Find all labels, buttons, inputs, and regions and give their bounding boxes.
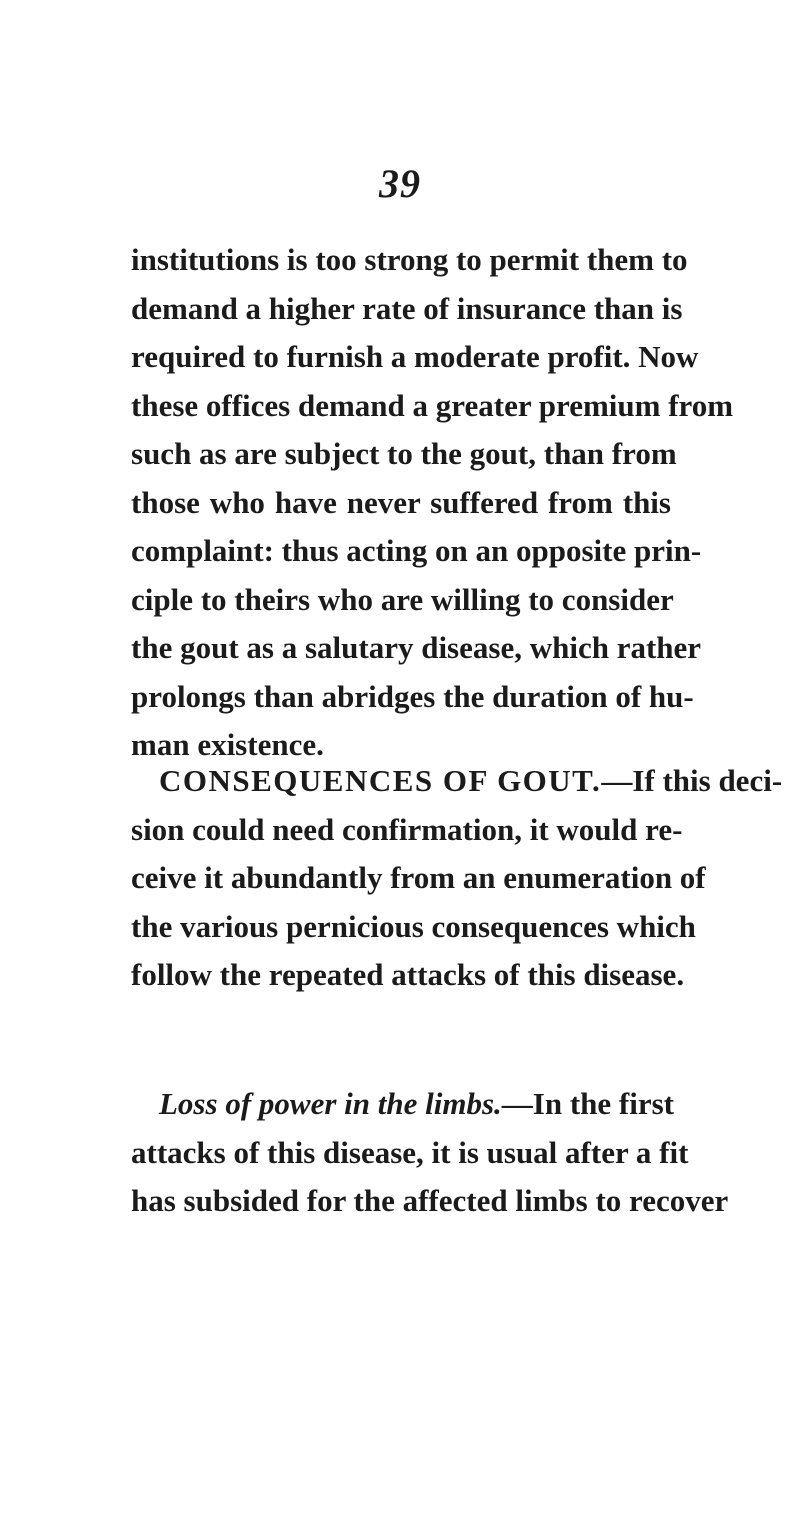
text-line: demand a higher rate of insurance than is bbox=[131, 290, 683, 326]
heading-continuation: —If this deci- bbox=[601, 763, 783, 798]
text-line: attacks of this disease, it is usual after a fit bbox=[131, 1134, 689, 1170]
text-line: sion could need confirmation, it would re- bbox=[131, 811, 683, 847]
text-line: ceive it abundantly from an enumeration of bbox=[131, 860, 706, 895]
text-line: has subsided for the affected limbs to recover bbox=[131, 1183, 729, 1218]
section-heading: Loss of power in the limbs. bbox=[159, 1086, 502, 1121]
text-line: the various pernicious consequences which bbox=[131, 908, 696, 944]
text-line: prolongs than abridges the duration of hu- bbox=[131, 678, 694, 714]
paragraph-loss-of-power bbox=[131, 1080, 729, 1226]
section-heading: CONSEQUENCES OF GOUT. bbox=[159, 763, 602, 798]
paragraph-first-line bbox=[131, 757, 783, 806]
text-line: institutions is too strong to permit them to bbox=[131, 242, 688, 277]
text-line: such as are subject to the gout, than from bbox=[131, 436, 677, 471]
heading-continuation: —In the first bbox=[501, 1086, 674, 1121]
text-line: these offices demand a greater premium from bbox=[131, 387, 734, 423]
text-line: ciple to theirs who are willing to consider bbox=[131, 581, 674, 617]
text-line: man existence. bbox=[131, 727, 324, 762]
text-line: complaint: thus acting on an opposite prin- bbox=[131, 533, 702, 568]
paragraph-insurance bbox=[131, 236, 734, 770]
text-line: required to furnish a moderate profit. Now bbox=[131, 339, 699, 374]
text-line: follow the repeated attacks of this disease. bbox=[131, 957, 685, 992]
paragraph-consequences-of-gout bbox=[131, 757, 783, 1000]
paragraph-first-line bbox=[131, 1080, 674, 1129]
page-number: 39 bbox=[379, 161, 421, 206]
text-line: the gout as a salutary disease, which rather bbox=[131, 630, 702, 665]
text-line: those who have never suffered from this bbox=[131, 484, 671, 520]
